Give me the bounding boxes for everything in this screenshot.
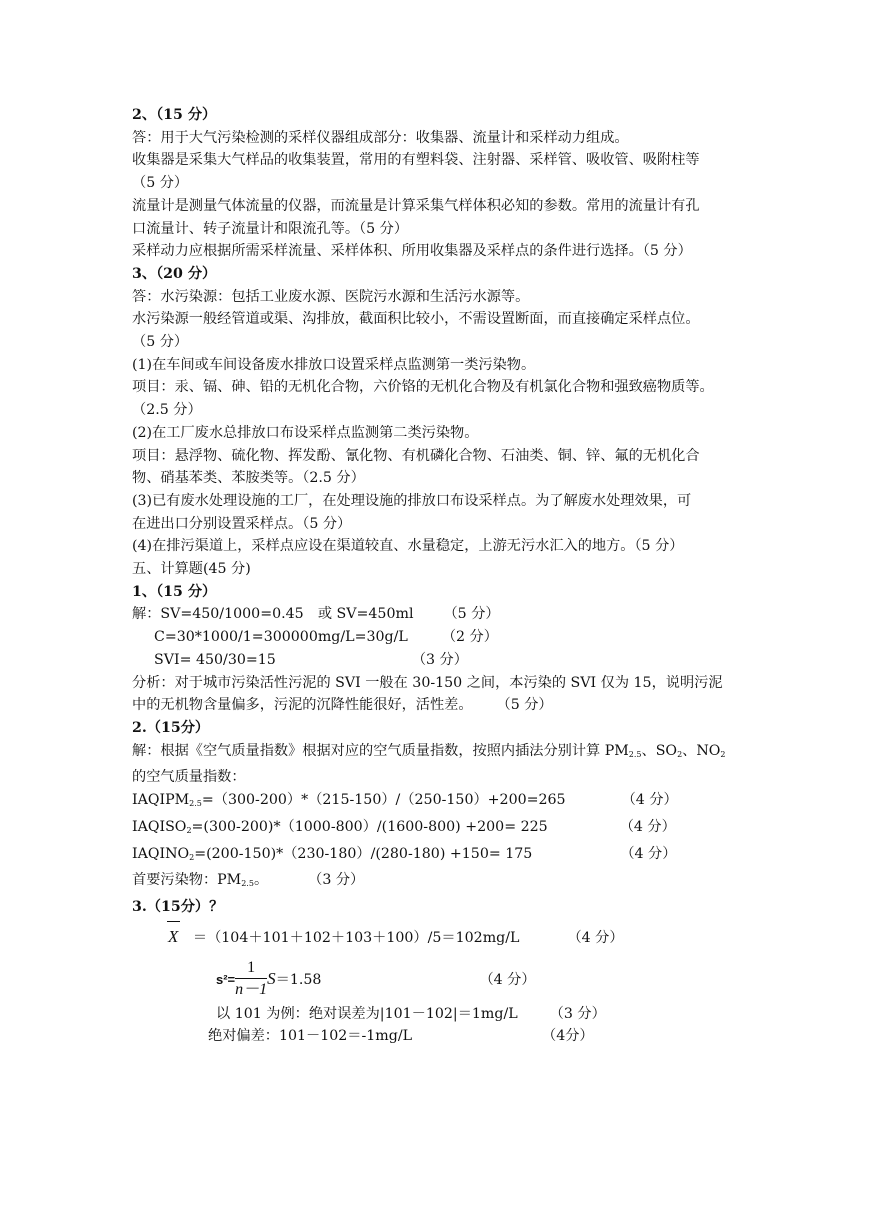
c2-f2-sub: 2: [186, 825, 192, 835]
c3-s2-label: s²=: [216, 971, 236, 987]
c2-f1-sub: 2.5: [189, 799, 202, 809]
c1-line3-text: SVI= 450/30=15: [154, 651, 276, 668]
q2-power-text: 采样动力应根据所需采样流量、采样体积、所用收集器及采样点的条件进行选择。（5 分）: [132, 243, 692, 260]
c3-mean-line: [132, 919, 747, 955]
c2-f3-score: （4 分）: [620, 845, 677, 862]
c3-abs-dev-score: （4分）: [542, 1028, 594, 1045]
section-title: 五、计算题(45 分): [132, 561, 251, 578]
c2-primary-pre: 首要污染物：PM: [132, 872, 242, 889]
c3-abs-dev-line: [132, 1025, 747, 1048]
c1-line1-text: 解：SV=450/1000=0.45 或 SV=450ml: [132, 606, 414, 623]
c2-f3-body: =(200-150)*（230-180）/(280-180) +150= 175: [194, 845, 533, 862]
c2-f2-pre: IAQISO: [132, 818, 187, 835]
c1-analysis: 分析：对于城市污染活性污泥的 SVI 一般在 30-150 之间，本污染的 SVI 仅为 15，说明污泥: [132, 674, 723, 691]
c2-f1-score: （4 分）: [621, 792, 678, 809]
c2-f3-pre: IAQINO: [132, 845, 190, 862]
c3-frac-num: 1: [235, 958, 267, 979]
q2-answer: 答：用于大气污染检测的采样仪器组成部分：收集器、流量计和采样动力组成。: [132, 129, 629, 146]
c1-analysis-cont: [132, 694, 747, 717]
q3-item2-list-cont: 物、硝基苯类、苯胺类等。（2.5 分）: [132, 470, 365, 487]
c1-line3: [132, 649, 747, 672]
c2-f2-body: =(300-200)*（1000-800）/(1600-800) +200= 225: [191, 818, 548, 835]
c2-solution: [132, 740, 747, 767]
q3-item2: (2)在工厂废水总排放口布设采样点监测第二类污染物。: [132, 424, 479, 441]
c2-f1-pre: IAQIPM: [132, 792, 190, 809]
c3-mean-symbol: X: [168, 926, 179, 946]
c2-primary-pollutant: [132, 869, 747, 896]
q3-heading: 3、（20 分）: [132, 265, 217, 282]
c3-abs-dev: 绝对偏差：101－102＝-1mg/L: [208, 1028, 413, 1045]
c1-heading: 1、（15 分）: [132, 583, 217, 600]
q3-item1: (1)在车间或车间设备废水排放口设置采样点监测第一类污染物。: [132, 356, 536, 373]
c3-abs-error-score: （3 分）: [549, 1005, 606, 1022]
c3-mean-eq: ＝（104＋101＋102＋103＋100）/5＝102mg/L: [192, 929, 520, 946]
c2-no-label: 、NO: [682, 742, 721, 759]
c2-f1-body: =（300-200）*（215-150）/（250-150）+200=265: [201, 792, 566, 809]
q3-source-score: （5 分）: [132, 334, 189, 351]
q3-item4: (4)在排污渠道上，采样点应设在渠道较直、水量稳定，上游无污水汇入的地方。（5 分）: [132, 538, 684, 555]
c1-analysis-score: （5 分）: [496, 697, 553, 714]
c2-solution-text: 解：根据《空气质量指数》根据对应的空气质量指数，按照内插法分别计算 PM: [132, 742, 629, 759]
c3-abs-error: 以 101 为例：绝对误差为|101－102|＝1mg/L: [216, 1005, 518, 1022]
q3-item3-cont: 在进出口分别设置采样点。（5 分）: [132, 515, 352, 532]
c1-analysis-cont-text: 中的无机物含量偏多，污泥的沉降性能很好，活性差。: [132, 697, 473, 714]
c2-primary-post: 。: [253, 872, 269, 889]
c1-line1-score: （5 分）: [443, 606, 500, 623]
c3-s2-score: （4 分）: [479, 971, 536, 988]
c1-line2-score: （2 分）: [441, 629, 498, 646]
c2-formula-no2: [132, 843, 747, 870]
c1-line3-score: （3 分）: [411, 651, 468, 668]
q2-heading: 2、（15 分）: [132, 107, 217, 123]
q3-item1-score: （2.5 分）: [132, 402, 202, 419]
c2-so-sub: 2: [677, 749, 683, 759]
q3-answer: 答：水污染源：包括工业废水源、医院污水源和生活污水源等。: [132, 288, 530, 305]
c2-no-sub: 2: [720, 749, 726, 759]
c3-s2-value: ＝1.58: [275, 971, 322, 988]
q2-collector-text: 收集器是采集大气样品的收集装置，常用的有塑料袋、注射器、采样管、吸收管、吸附柱等: [132, 152, 700, 169]
c2-f3-sub: 2: [189, 852, 195, 862]
c3-abs-error-line: [132, 1003, 747, 1026]
c2-primary-sub: 2.5: [241, 879, 254, 889]
q2-flowmeter-text-cont: 口流量计、转子流量计和限流孔等。（5 分）: [132, 220, 409, 237]
c3-fraction: [235, 958, 267, 1001]
q2-collector-score: （5 分）: [132, 175, 189, 192]
c3-mean-score: （4 分）: [567, 929, 624, 946]
c2-heading: 2.（15分）: [132, 719, 210, 736]
c2-pm-sub: 2.5: [628, 749, 642, 759]
q3-source-text: 水污染源一般经管道或渠、沟排放，截面积比较小，不需设置断面，而直接确定采样点位。: [132, 311, 700, 328]
q2-flowmeter-text: 流量计是测量气体流量的仪器，而流量是计算采集气样体积必知的参数。常用的流量计有孔: [132, 197, 700, 214]
q3-item3: (3)已有废水处理设施的工厂，在处理设施的排放口布设采样点。为了解废水处理效果，可: [132, 492, 692, 509]
c1-line2: [132, 626, 747, 649]
c2-primary-score: （3 分）: [308, 872, 365, 889]
c2-formula-so2: [132, 816, 747, 843]
q3-item2-list: 项目：悬浮物、硫化物、挥发酚、氰化物、有机磷化合物、石油类、铜、锌、氟的无机化合: [132, 447, 700, 464]
c3-heading: 3.（15分）？: [132, 898, 224, 915]
c1-line2-text: C=30*1000/1=300000mg/L=30g/L: [154, 629, 408, 646]
c3-frac-den: n－1: [235, 981, 268, 999]
c2-formula-pm: [132, 789, 747, 816]
c2-so-label: 、SO: [641, 742, 678, 759]
q3-item1-list: 项目：汞、镉、砷、铅的无机化合物，六价铬的无机化合物及有机氯化合物和强致癌物质等。: [132, 379, 714, 396]
document-page: [132, 104, 747, 1048]
c3-s-symbol: S: [267, 968, 276, 988]
c2-solution-cont: 的空气质量指数：: [132, 769, 246, 786]
c2-f2-score: （4 分）: [619, 818, 676, 835]
c3-variance-line: [132, 955, 747, 1003]
c1-line1: [132, 603, 747, 626]
